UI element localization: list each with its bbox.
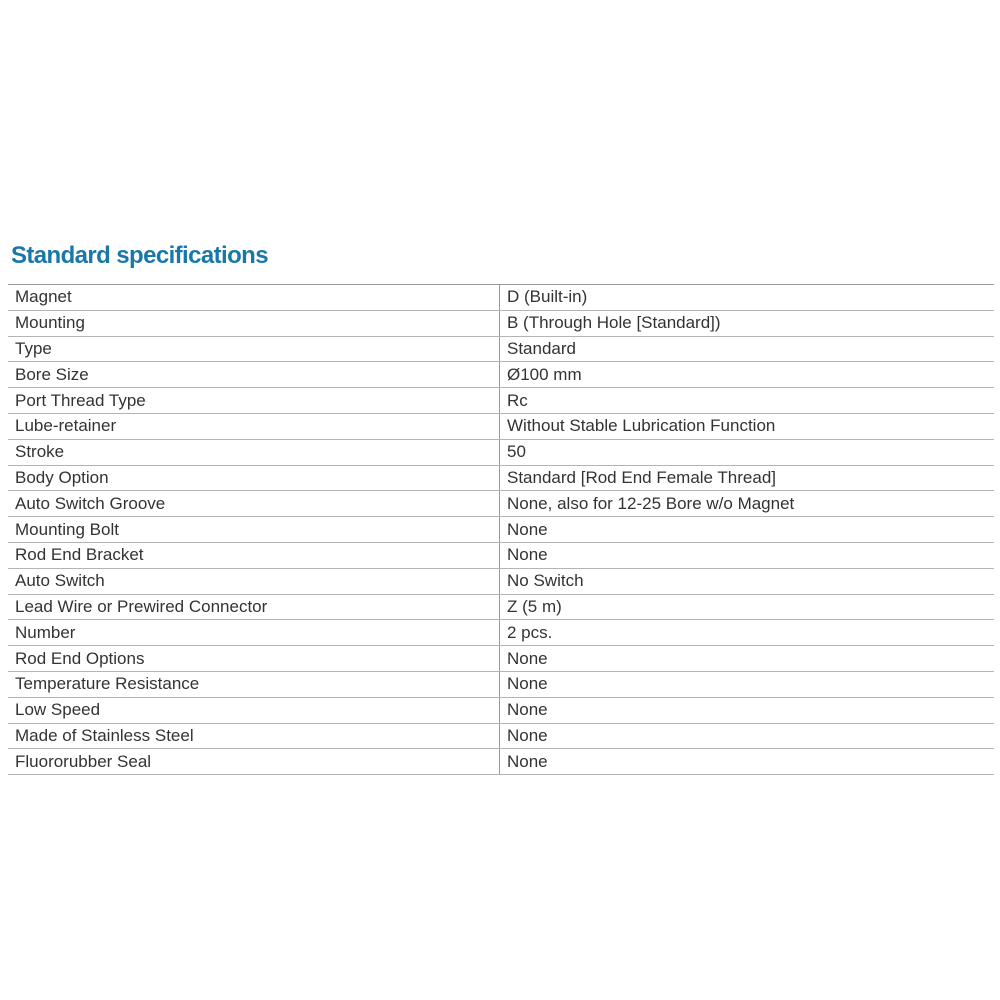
spec-value: None	[500, 517, 995, 543]
table-row	[8, 594, 994, 620]
spec-label: Auto Switch	[8, 568, 500, 594]
table-row	[8, 491, 994, 517]
table-row	[8, 671, 994, 697]
spec-label: Low Speed	[8, 697, 500, 723]
spec-value: 2 pcs.	[500, 620, 995, 646]
table-row	[8, 646, 994, 672]
spec-value: None	[500, 542, 995, 568]
spec-value: None	[500, 697, 995, 723]
spec-label: Lead Wire or Prewired Connector	[8, 594, 500, 620]
page-title: Standard specifications	[11, 242, 268, 269]
table-row	[8, 336, 994, 362]
spec-label: Type	[8, 336, 500, 362]
spec-label: Temperature Resistance	[8, 671, 500, 697]
spec-value: Without Stable Lubrication Function	[500, 413, 995, 439]
spec-label: Made of Stainless Steel	[8, 723, 500, 749]
table-row	[8, 310, 994, 336]
spec-value: D (Built-in)	[500, 285, 995, 311]
spec-table-body	[8, 285, 994, 775]
table-row	[8, 568, 994, 594]
spec-label: Lube-retainer	[8, 413, 500, 439]
table-row	[8, 723, 994, 749]
spec-value: Standard [Rod End Female Thread]	[500, 465, 995, 491]
spec-label: Auto Switch Groove	[8, 491, 500, 517]
spec-label: Rod End Options	[8, 646, 500, 672]
spec-value: None	[500, 749, 995, 775]
spec-label: Mounting	[8, 310, 500, 336]
table-row	[8, 749, 994, 775]
spec-label: Bore Size	[8, 362, 500, 388]
table-row	[8, 439, 994, 465]
spec-value: None	[500, 646, 995, 672]
spec-value: Standard	[500, 336, 995, 362]
spec-table	[8, 284, 994, 775]
spec-value: Rc	[500, 388, 995, 414]
spec-value: 50	[500, 439, 995, 465]
spec-value: B (Through Hole [Standard])	[500, 310, 995, 336]
table-row	[8, 620, 994, 646]
spec-label: Stroke	[8, 439, 500, 465]
table-row	[8, 388, 994, 414]
spec-label: Fluororubber Seal	[8, 749, 500, 775]
spec-value: Ø100 mm	[500, 362, 995, 388]
table-row	[8, 413, 994, 439]
spec-label: Body Option	[8, 465, 500, 491]
table-row	[8, 465, 994, 491]
table-row	[8, 542, 994, 568]
spec-label: Magnet	[8, 285, 500, 311]
spec-value: None, also for 12-25 Bore w/o Magnet	[500, 491, 995, 517]
spec-value: None	[500, 671, 995, 697]
spec-label: Rod End Bracket	[8, 542, 500, 568]
table-row	[8, 362, 994, 388]
spec-value: None	[500, 723, 995, 749]
spec-value: Z (5 m)	[500, 594, 995, 620]
spec-value: No Switch	[500, 568, 995, 594]
table-row	[8, 697, 994, 723]
table-row	[8, 285, 994, 311]
spec-label: Port Thread Type	[8, 388, 500, 414]
table-row	[8, 517, 994, 543]
spec-label: Number	[8, 620, 500, 646]
spec-label: Mounting Bolt	[8, 517, 500, 543]
